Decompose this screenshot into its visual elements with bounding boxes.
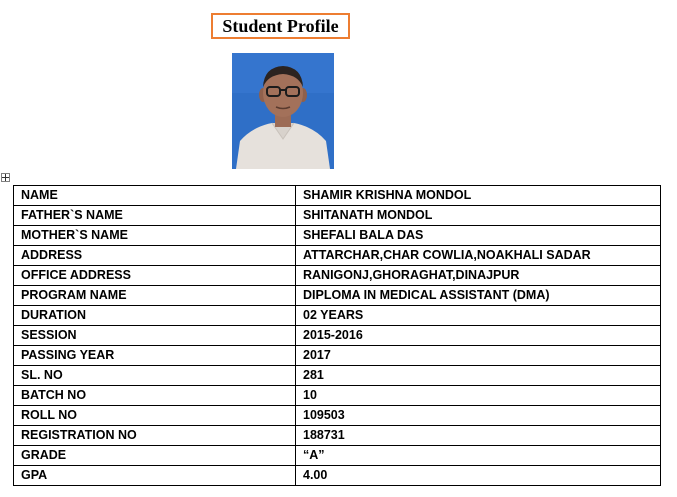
row-label: SL. NO [14,366,296,386]
row-value: 281 [296,366,661,386]
row-value: ATTARCHAR,CHAR COWLIA,NOAKHALI SADAR [296,246,661,266]
student-photo [232,53,334,169]
row-value: DIPLOMA IN MEDICAL ASSISTANT (DMA) [296,286,661,306]
table-row [14,266,661,286]
table-row [14,326,661,346]
row-label: BATCH NO [14,386,296,406]
table-move-handle-icon[interactable] [1,173,10,182]
table-row [14,406,661,426]
row-label: PROGRAM NAME [14,286,296,306]
table-row [14,426,661,446]
move-arrows-icon [2,174,9,181]
page-title: Student Profile [222,15,339,36]
row-value: SHAMIR KRISHNA MONDOL [296,186,661,206]
row-label: GRADE [14,446,296,466]
row-value: 10 [296,386,661,406]
table-row [14,386,661,406]
row-value: 4.00 [296,466,661,486]
row-value: 2017 [296,346,661,366]
title-box [211,13,350,39]
row-value: SHITANATH MONDOL [296,206,661,226]
row-value: 02 YEARS [296,306,661,326]
table-row [14,306,661,326]
table-row [14,446,661,466]
profile-table [13,185,661,486]
row-label: ADDRESS [14,246,296,266]
table-row [14,226,661,246]
row-value: “A” [296,446,661,466]
row-value: 188731 [296,426,661,446]
row-label: OFFICE ADDRESS [14,266,296,286]
row-label: FATHER`S NAME [14,206,296,226]
student-photo-image [232,53,334,169]
table-row [14,286,661,306]
row-label: GPA [14,466,296,486]
table-row [14,346,661,366]
table-row [14,186,661,206]
table-row [14,246,661,266]
table-row [14,206,661,226]
row-label: NAME [14,186,296,206]
row-value: 109503 [296,406,661,426]
row-value: SHEFALI BALA DAS [296,226,661,246]
row-value: RANIGONJ,GHORAGHAT,DINAJPUR [296,266,661,286]
table-row [14,466,661,486]
row-label: DURATION [14,306,296,326]
row-label: PASSING YEAR [14,346,296,366]
row-value: 2015-2016 [296,326,661,346]
row-label: MOTHER`S NAME [14,226,296,246]
row-label: ROLL NO [14,406,296,426]
row-label: REGISTRATION NO [14,426,296,446]
row-label: SESSION [14,326,296,346]
table-row [14,366,661,386]
